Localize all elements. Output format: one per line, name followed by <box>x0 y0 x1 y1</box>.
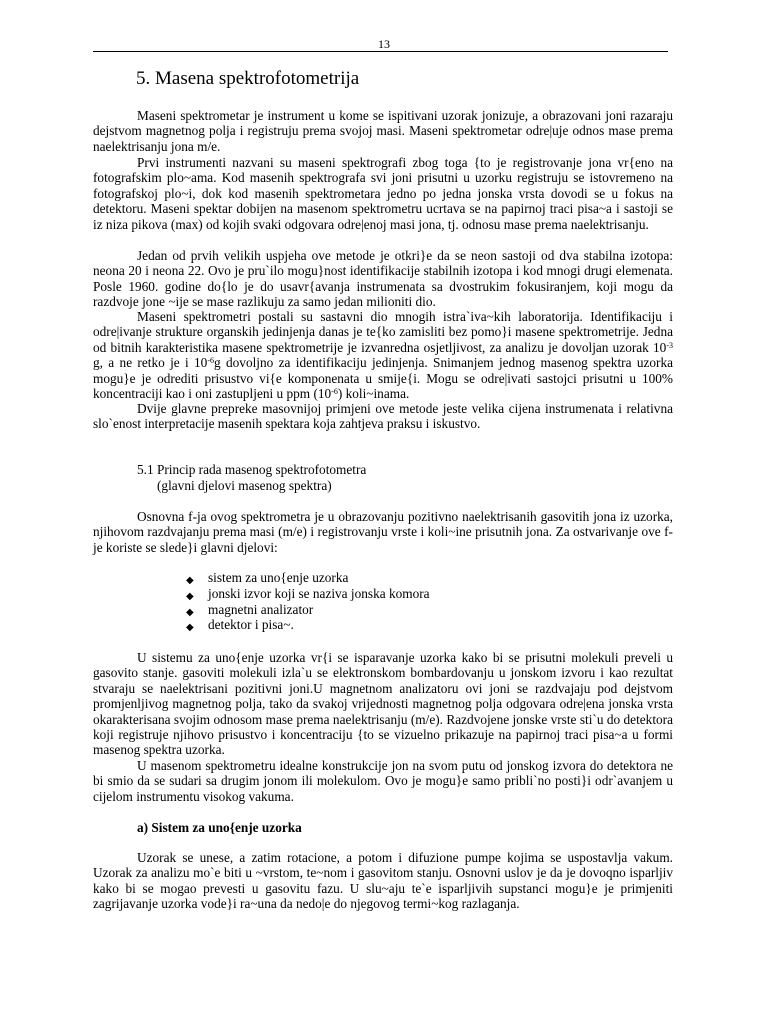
p4-exponent-1: -3 <box>666 340 673 350</box>
section-5-1-title: 5.1 Princip rada masenog spektrofotometra <box>137 462 367 477</box>
intro-paragraph-3: Jedan od prvih velikih uspjeha ove metode je otkri}e da se neon sastoji od dva stabilna izotopa: neona 20 i neona 22. Ovo je pru`ilo mogu}nost identifikacije stabilnih izotopa i kod mnogi drugi elemenata. Posle 1960. godine do{lo je do usavr{avanja instrumenata sa dvostrukim fokusiranjem, koji mogu da razdvoje jone ~ije se mase razlikuju za samo jedan milioniti dio. <box>93 248 673 310</box>
list-item <box>186 602 430 618</box>
section-5-1-paragraph-1: Osnovna f-ja ovog spektrometra je u obrazovanju pozitivno naelektrisanih gasovitih jona iz uzorka, njihovom razdvajanju prema masi (m/e) i registrovanju vrste i koli~ine prisutnih jona. Za ostvarivanje ove f-je koriste se slede}i glavni djelovi: <box>93 509 673 555</box>
p4-text-d: ) koli~inama. <box>337 386 410 402</box>
diamond-bullet-icon: ◆ <box>186 606 194 618</box>
list-item-text: magnetni analizator <box>208 601 314 617</box>
section-a-title: a) Sistem za uno{enje uzorka <box>137 820 302 835</box>
section-5-1-paragraph-2: U sistemu za uno{enje uzorka vr{i se isparavanje uzorka kako bi se prisutni molekuli preveli u gasovito stanje. gasoviti molekuli izla`u se elektronskom bombardovanju u jonskom izvoru i kao rezultat stvaraju se naelektrisani pozitivni joni.U magnetnom analizatoru ovi joni se razdvajaju pod dejstvom promjenljivog magnetnog polja, tako da svakoj vrijednosti magnetnog polja odgovara odre|ena jonska vrsta okarakterisana svojim odnosom mase prema naelektrisanju (m/e). Razdvojene jonske vrste sti`u do detektora koji registruje njihovo prisustvo i koncentraciju {to se vizuelno prikazuje na papirnoj traci pisa~a u formi masenog spektra uzorka. <box>93 650 673 758</box>
p4-text-b: g, a ne retko je i 10 <box>93 355 208 371</box>
header-rule <box>93 51 668 52</box>
p4-exponent-2: -6 <box>207 356 215 366</box>
section-5-1-paragraph-3: U masenom spektrometru idealne konstrukcije jon na svom putu od jonskog izvora do detektora ne bi smio da se sudari sa drugim jonom ili molekulom. Ovo je mogu}e samo pribli`no posti}i odr`avanjem u cijelom instrumentu visokog vakuma. <box>93 758 673 804</box>
intro-paragraph-2: Prvi instrumenti nazvani su maseni spektrografi zbog toga {to je registrovanje jona vr{eno na fotografskim plo~ama. Kod masenih spektrografa svi joni prisutni u uzorku registruju se istovremeno na fotografskoj plo~i, dok kod masenih spektrometara jedno po jedna jonska vrsta dovodi se u fokus na detektoru. Maseni spektar dobijen na masenom spektrometru ucrtava se na papirnoj traci pisa~a i sastoji se iz niza pikova (max) od kojih svaki odgovara odre|enoj masi jona, tj. odnosu mase prema naelektrisanju. <box>93 155 673 232</box>
diamond-bullet-icon: ◆ <box>186 590 194 602</box>
p4-exponent-3: -6 <box>331 387 338 397</box>
section-a-paragraph-1: Uzorak se unese, a zatim rotacione, a potom i difuzione pumpe kojima se uspostavlja vakum. Uzorak za analizu mo`e biti u ~vrstom, te~nom i gasovitom stanju. Osnovni uslov je da je dovoqno isparljiv kako bi se mogao prevesti u gasovitu fazu. U slu~aju te`e isparljivih supstanci mogu}e je primjeniti zagrijavanje uzorka vode}i ra~una da nedo|e do njegovog termi~kog razlaganja. <box>93 850 673 912</box>
diamond-bullet-icon: ◆ <box>186 622 194 634</box>
list-item-text: detektor i pisa~. <box>208 617 294 633</box>
list-item <box>186 617 430 633</box>
list-item <box>186 570 430 586</box>
main-parts-list <box>186 570 430 633</box>
list-item-text: jonski izvor koji se naziva jonska komora <box>208 585 430 601</box>
intro-paragraph-1: Maseni spektrometar je instrument u kome se ispitivani uzorak jonizuje, a obrazovani joni razaraju dejstvom magnetnog polja i registruju prema svojoj masi. Maseni spektrometar odre|uje odnos mase prema naelektrisanju jona m/e. <box>93 108 673 154</box>
chapter-title: 5. Masena spektrofotometrija <box>136 68 360 89</box>
list-item-text: sistem za uno{enje uzorka <box>208 570 349 585</box>
section-5-1-subtitle: (glavni djelovi masenog spektra) <box>157 478 332 493</box>
intro-paragraph-4 <box>93 309 673 401</box>
list-item <box>186 586 430 602</box>
diamond-bullet-icon: ◆ <box>186 575 194 586</box>
intro-paragraph-5: Dvije glavne prepreke masovnijoj primjeni ove metode jeste velika cijena instrumenata i relativna slo`enost interpretacije masenih spektara koja zahtjeva praksu i iskustvo. <box>93 401 673 432</box>
p4-text-a: Maseni spektrometri postali su sastavni dio mnogih istra`iva~kih laboratorija. Identifikaciju i odre|ivanje strukture organskih jedinjenja danas je te{ko zamisliti bez pomo}i masene spektrometrije. Jedna od bitnih karakteristika masene spektrometrije je izvanredna osjetljivost, za analizu je dovoljan uzorak 10 <box>93 309 673 355</box>
p4-text-c: g dovoljno za identifikaciju jedinjenja. Snimanjem jednog masenog spektra uzorka mogu}e je odrediti prisustvo vi{e komponenata u smije{i. Mogu se odre|ivati sastojci prisutni u 100% koncentraciji kao i oni zastupljeni u ppm (10 <box>93 355 673 402</box>
page-number: 13 <box>378 37 390 51</box>
